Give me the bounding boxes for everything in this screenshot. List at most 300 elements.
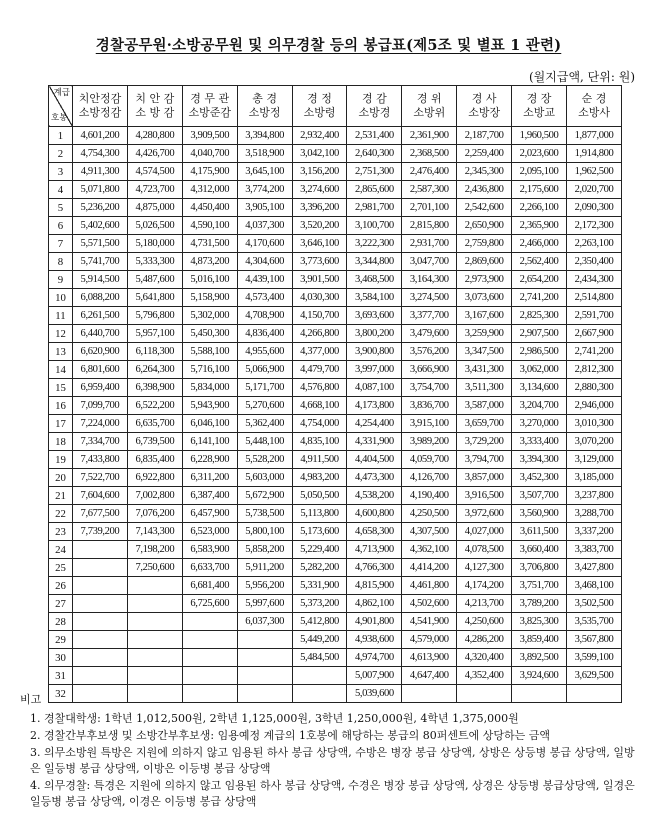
step-cell: 26 [49, 577, 73, 595]
salary-cell: 5,672,900 [237, 487, 292, 505]
table-row [49, 577, 622, 595]
salary-cell: 3,629,500 [567, 667, 622, 685]
rank-header-cell [237, 86, 292, 127]
salary-cell: 4,174,200 [457, 577, 512, 595]
salary-cell: 3,156,200 [292, 163, 347, 181]
salary-cell [73, 559, 128, 577]
rank-header-line: 소방준감 [188, 106, 231, 119]
salary-cell: 6,387,400 [182, 487, 237, 505]
salary-cell: 5,914,500 [73, 271, 128, 289]
note-item: 1. 경찰대학생: 1학년 1,012,500원, 2학년 1,125,000원, 3학년 1,250,000원, 4학년 1,375,000원 [30, 712, 519, 725]
salary-cell: 4,601,200 [73, 127, 128, 145]
salary-cell: 3,900,800 [347, 343, 402, 361]
salary-cell: 6,633,700 [182, 559, 237, 577]
step-cell: 20 [49, 469, 73, 487]
salary-cell: 5,997,600 [237, 595, 292, 613]
salary-cell: 3,518,900 [237, 145, 292, 163]
salary-cell [127, 595, 182, 613]
salary-cell: 6,681,400 [182, 577, 237, 595]
salary-cell: 3,857,000 [457, 469, 512, 487]
salary-cell: 2,591,700 [567, 307, 622, 325]
step-cell: 2 [49, 145, 73, 163]
step-cell: 12 [49, 325, 73, 343]
step-cell: 21 [49, 487, 73, 505]
salary-cell: 5,229,400 [292, 541, 347, 559]
step-cell: 32 [49, 685, 73, 703]
document-title: 경찰공무원·소방공무원 및 의무경찰 등의 봉급표(제5조 및 별표 1 관련) [95, 37, 562, 54]
salary-cell: 3,167,600 [457, 307, 512, 325]
salary-cell: 4,150,700 [292, 307, 347, 325]
salary-cell: 3,751,700 [512, 577, 567, 595]
salary-cell: 4,983,200 [292, 469, 347, 487]
salary-cell: 3,479,600 [402, 325, 457, 343]
salary-cell: 3,047,700 [402, 253, 457, 271]
salary-cell: 5,026,500 [127, 217, 182, 235]
salary-cell: 2,259,400 [457, 145, 512, 163]
salary-cell: 3,800,200 [347, 325, 402, 343]
salary-cell: 6,046,100 [182, 415, 237, 433]
salary-cell: 5,007,900 [347, 667, 402, 685]
rank-header-line: 경 정 [307, 92, 332, 105]
salary-cell: 3,274,600 [292, 181, 347, 199]
salary-cell: 4,170,600 [237, 235, 292, 253]
salary-cell: 2,175,600 [512, 181, 567, 199]
salary-cell: 4,286,200 [457, 631, 512, 649]
rank-header-line: 소방위 [413, 106, 446, 119]
salary-table [48, 85, 622, 703]
salary-cell: 5,716,100 [182, 361, 237, 379]
salary-cell: 6,835,400 [127, 451, 182, 469]
salary-cell: 5,741,700 [73, 253, 128, 271]
salary-cell: 2,345,300 [457, 163, 512, 181]
salary-cell: 2,931,700 [402, 235, 457, 253]
salary-cell: 6,959,400 [73, 379, 128, 397]
salary-cell: 5,331,900 [292, 577, 347, 595]
salary-cell: 5,362,400 [237, 415, 292, 433]
salary-cell: 5,039,600 [347, 685, 402, 703]
salary-cell: 6,311,200 [182, 469, 237, 487]
salary-cell: 2,986,500 [512, 343, 567, 361]
table-row [49, 541, 622, 559]
rank-header-line: 경 감 [362, 92, 387, 105]
salary-cell: 2,650,900 [457, 217, 512, 235]
salary-cell: 5,448,100 [237, 433, 292, 451]
salary-cell: 2,815,800 [402, 217, 457, 235]
salary-cell: 6,088,200 [73, 289, 128, 307]
salary-cell: 4,030,300 [292, 289, 347, 307]
salary-cell: 3,773,600 [292, 253, 347, 271]
salary-cell: 4,312,000 [182, 181, 237, 199]
salary-cell: 3,535,700 [567, 613, 622, 631]
salary-cell: 3,288,700 [567, 505, 622, 523]
salary-cell: 2,562,400 [512, 253, 567, 271]
table-row [49, 127, 622, 145]
unit-label: (월지급액, 단위: 원) [529, 70, 635, 84]
table-row [49, 613, 622, 631]
salary-cell: 1,962,500 [567, 163, 622, 181]
salary-cell: 2,825,300 [512, 307, 567, 325]
salary-cell: 5,957,100 [127, 325, 182, 343]
salary-cell: 5,373,200 [292, 595, 347, 613]
salary-cell: 3,693,600 [347, 307, 402, 325]
table-row [49, 217, 622, 235]
step-cell: 13 [49, 343, 73, 361]
salary-cell: 2,365,900 [512, 217, 567, 235]
table-row [49, 451, 622, 469]
salary-cell: 7,076,200 [127, 505, 182, 523]
salary-cell: 2,466,000 [512, 235, 567, 253]
salary-cell: 4,541,900 [402, 613, 457, 631]
salary-cell: 3,431,300 [457, 361, 512, 379]
salary-cell: 2,654,200 [512, 271, 567, 289]
salary-cell: 1,914,800 [567, 145, 622, 163]
rank-header-line: 치안정감 [78, 92, 122, 105]
salary-cell: 3,511,300 [457, 379, 512, 397]
salary-cell: 1,877,000 [567, 127, 622, 145]
salary-cell: 3,073,600 [457, 289, 512, 307]
salary-cell: 5,270,600 [237, 397, 292, 415]
salary-cell: 6,523,000 [182, 523, 237, 541]
salary-cell: 7,099,700 [73, 397, 128, 415]
salary-cell: 4,647,400 [402, 667, 457, 685]
salary-cell: 4,450,400 [182, 199, 237, 217]
salary-cell: 5,943,900 [182, 397, 237, 415]
salary-cell: 3,502,500 [567, 595, 622, 613]
salary-cell: 3,924,600 [512, 667, 567, 685]
salary-cell [73, 667, 128, 685]
salary-cell: 5,449,200 [292, 631, 347, 649]
salary-cell: 5,450,300 [182, 325, 237, 343]
salary-cell: 4,304,600 [237, 253, 292, 271]
salary-cell: 6,398,900 [127, 379, 182, 397]
salary-cell: 3,259,900 [457, 325, 512, 343]
salary-cell: 2,946,000 [567, 397, 622, 415]
salary-cell: 2,865,600 [347, 181, 402, 199]
salary-cell: 5,050,500 [292, 487, 347, 505]
salary-cell: 7,250,600 [127, 559, 182, 577]
salary-cell: 3,989,200 [402, 433, 457, 451]
table-row [49, 289, 622, 307]
salary-cell: 5,641,800 [127, 289, 182, 307]
salary-cell: 3,645,100 [237, 163, 292, 181]
table-header-row [49, 86, 622, 127]
salary-cell: 4,974,700 [347, 649, 402, 667]
table-row [49, 595, 622, 613]
salary-cell: 6,583,900 [182, 541, 237, 559]
table-row [49, 433, 622, 451]
salary-cell: 7,334,700 [73, 433, 128, 451]
salary-cell: 3,599,100 [567, 649, 622, 667]
table-row [49, 559, 622, 577]
salary-cell: 2,514,800 [567, 289, 622, 307]
salary-cell: 4,590,100 [182, 217, 237, 235]
salary-cell: 5,412,800 [292, 613, 347, 631]
salary-cell: 4,754,000 [292, 415, 347, 433]
salary-cell: 4,723,700 [127, 181, 182, 199]
table-row [49, 415, 622, 433]
salary-cell: 4,658,300 [347, 523, 402, 541]
salary-cell: 3,100,700 [347, 217, 402, 235]
salary-cell: 7,433,800 [73, 451, 128, 469]
salary-cell: 2,368,500 [402, 145, 457, 163]
table-row [49, 379, 622, 397]
step-cell: 29 [49, 631, 73, 649]
salary-cell: 3,062,000 [512, 361, 567, 379]
table-row [49, 667, 622, 685]
salary-cell: 3,468,100 [567, 577, 622, 595]
salary-cell: 5,603,000 [237, 469, 292, 487]
salary-cell: 4,875,000 [127, 199, 182, 217]
salary-cell: 4,127,300 [457, 559, 512, 577]
salary-cell [237, 649, 292, 667]
salary-cell: 2,434,300 [567, 271, 622, 289]
salary-cell: 4,873,200 [182, 253, 237, 271]
salary-cell: 2,880,300 [567, 379, 622, 397]
step-cell: 5 [49, 199, 73, 217]
salary-cell: 4,414,200 [402, 559, 457, 577]
rank-header-line: 순 경 [581, 92, 607, 105]
salary-cell: 3,237,800 [567, 487, 622, 505]
salary-cell: 4,862,100 [347, 595, 402, 613]
salary-cell: 7,224,000 [73, 415, 128, 433]
table-row [49, 163, 622, 181]
rank-header-line: 소 방 감 [135, 106, 175, 119]
step-cell: 28 [49, 613, 73, 631]
salary-cell: 3,659,700 [457, 415, 512, 433]
salary-cell: 2,587,300 [402, 181, 457, 199]
step-cell: 23 [49, 523, 73, 541]
salary-cell: 2,741,200 [512, 289, 567, 307]
table-row [49, 469, 622, 487]
salary-cell: 5,302,000 [182, 307, 237, 325]
notes-label: 비고 [20, 693, 42, 706]
salary-cell: 5,487,600 [127, 271, 182, 289]
salary-cell: 4,901,800 [347, 613, 402, 631]
salary-cell: 3,394,800 [237, 127, 292, 145]
salary-cell: 2,640,300 [347, 145, 402, 163]
rank-header-line: 경 위 [416, 92, 442, 105]
salary-cell: 6,635,700 [127, 415, 182, 433]
salary-cell: 2,476,400 [402, 163, 457, 181]
salary-cell: 4,362,100 [402, 541, 457, 559]
salary-cell: 3,892,500 [512, 649, 567, 667]
salary-cell: 3,222,300 [347, 235, 402, 253]
salary-cell: 3,452,300 [512, 469, 567, 487]
table-row [49, 325, 622, 343]
step-cell: 8 [49, 253, 73, 271]
salary-cell: 2,095,100 [512, 163, 567, 181]
salary-cell: 3,427,800 [567, 559, 622, 577]
salary-cell: 5,282,200 [292, 559, 347, 577]
table-row [49, 523, 622, 541]
table-row [49, 145, 622, 163]
salary-cell [73, 541, 128, 559]
salary-cell: 4,461,800 [402, 577, 457, 595]
table-row [49, 505, 622, 523]
step-cell: 4 [49, 181, 73, 199]
salary-cell: 4,502,600 [402, 595, 457, 613]
rank-header-cell [127, 86, 182, 127]
salary-cell: 3,794,700 [457, 451, 512, 469]
step-cell: 3 [49, 163, 73, 181]
step-cell: 31 [49, 667, 73, 685]
salary-cell: 4,266,800 [292, 325, 347, 343]
salary-cell: 4,579,000 [402, 631, 457, 649]
step-cell: 22 [49, 505, 73, 523]
salary-cell: 5,834,000 [182, 379, 237, 397]
corner-step-label: 호봉 [51, 113, 68, 123]
salary-cell: 5,066,900 [237, 361, 292, 379]
table-row [49, 199, 622, 217]
salary-cell: 3,377,700 [402, 307, 457, 325]
salary-cell: 3,916,500 [457, 487, 512, 505]
salary-cell: 4,479,700 [292, 361, 347, 379]
salary-cell: 3,584,100 [347, 289, 402, 307]
table-row [49, 181, 622, 199]
salary-cell: 7,143,300 [127, 523, 182, 541]
salary-cell: 4,126,700 [402, 469, 457, 487]
table-row [49, 343, 622, 361]
salary-cell: 4,213,700 [457, 595, 512, 613]
salary-cell: 4,059,700 [402, 451, 457, 469]
salary-cell: 2,172,300 [567, 217, 622, 235]
table-row [49, 271, 622, 289]
salary-cell: 4,320,400 [457, 649, 512, 667]
salary-cell: 3,070,200 [567, 433, 622, 451]
step-cell: 19 [49, 451, 73, 469]
salary-cell: 6,228,900 [182, 451, 237, 469]
rank-header-line: 치 안 감 [135, 92, 175, 105]
salary-cell: 7,002,800 [127, 487, 182, 505]
salary-cell: 3,611,500 [512, 523, 567, 541]
salary-cell: 4,078,500 [457, 541, 512, 559]
salary-cell: 3,134,600 [512, 379, 567, 397]
salary-cell: 5,180,000 [127, 235, 182, 253]
salary-cell: 2,869,600 [457, 253, 512, 271]
rank-header-cell [292, 86, 347, 127]
salary-cell: 3,905,100 [237, 199, 292, 217]
salary-cell: 4,173,800 [347, 397, 402, 415]
table-row [49, 631, 622, 649]
salary-cell: 3,754,700 [402, 379, 457, 397]
salary-cell: 3,507,700 [512, 487, 567, 505]
salary-cell [182, 667, 237, 685]
salary-cell: 3,666,900 [402, 361, 457, 379]
salary-cell: 4,087,100 [347, 379, 402, 397]
rank-header-cell [457, 86, 512, 127]
salary-cell: 4,573,400 [237, 289, 292, 307]
step-cell: 25 [49, 559, 73, 577]
salary-cell: 3,576,200 [402, 343, 457, 361]
salary-cell: 4,766,300 [347, 559, 402, 577]
salary-cell: 2,187,700 [457, 127, 512, 145]
rank-header-cell [73, 86, 128, 127]
salary-cell: 6,922,800 [127, 469, 182, 487]
salary-cell: 3,520,200 [292, 217, 347, 235]
salary-cell: 4,538,200 [347, 487, 402, 505]
salary-cell: 2,741,200 [567, 343, 622, 361]
salary-cell [73, 613, 128, 631]
step-cell: 30 [49, 649, 73, 667]
salary-cell: 3,468,500 [347, 271, 402, 289]
salary-cell: 5,071,800 [73, 181, 128, 199]
table-row [49, 649, 622, 667]
note-item: 4. 의무경찰: 특경은 지원에 의하지 않고 임용된 하사 봉급 상당액, 수경은 병장 봉급 상당액, 상경은 상등병 봉급상당액, 일경은 일등병 봉급 상당액, 이경은 이등병 봉급 상당액 [30, 779, 635, 808]
salary-cell: 5,738,500 [237, 505, 292, 523]
salary-cell: 6,440,700 [73, 325, 128, 343]
salary-cell: 7,522,700 [73, 469, 128, 487]
salary-cell: 4,352,400 [457, 667, 512, 685]
salary-cell: 5,158,900 [182, 289, 237, 307]
salary-cell: 2,751,300 [347, 163, 402, 181]
salary-cell: 3,901,500 [292, 271, 347, 289]
salary-cell: 3,972,600 [457, 505, 512, 523]
salary-cell: 3,347,500 [457, 343, 512, 361]
salary-cell: 6,261,500 [73, 307, 128, 325]
salary-cell: 4,835,100 [292, 433, 347, 451]
salary-cell: 7,739,200 [73, 523, 128, 541]
rank-header-cell [402, 86, 457, 127]
salary-cell: 4,955,600 [237, 343, 292, 361]
salary-cell: 6,118,300 [127, 343, 182, 361]
salary-cell: 3,706,800 [512, 559, 567, 577]
corner-header-cell [49, 86, 73, 127]
step-cell: 18 [49, 433, 73, 451]
salary-cell: 2,266,100 [512, 199, 567, 217]
salary-cell [73, 631, 128, 649]
salary-cell: 4,404,500 [347, 451, 402, 469]
salary-cell: 3,344,800 [347, 253, 402, 271]
salary-cell [73, 595, 128, 613]
salary-cell: 3,333,400 [512, 433, 567, 451]
salary-cell: 4,037,300 [237, 217, 292, 235]
rank-header-cell [347, 86, 402, 127]
step-cell: 10 [49, 289, 73, 307]
salary-cell: 5,528,200 [237, 451, 292, 469]
salary-cell [127, 613, 182, 631]
table-row [49, 235, 622, 253]
salary-cell: 3,383,700 [567, 541, 622, 559]
rank-header-cell [567, 86, 622, 127]
salary-cell: 4,280,800 [127, 127, 182, 145]
salary-cell: 5,402,600 [73, 217, 128, 235]
salary-cell: 3,274,500 [402, 289, 457, 307]
salary-cell: 6,801,600 [73, 361, 128, 379]
salary-cell: 4,754,300 [73, 145, 128, 163]
table-row [49, 397, 622, 415]
salary-cell: 5,333,300 [127, 253, 182, 271]
salary-cell: 2,350,400 [567, 253, 622, 271]
salary-cell: 6,522,200 [127, 397, 182, 415]
salary-cell: 6,620,900 [73, 343, 128, 361]
rank-header-cell [512, 86, 567, 127]
salary-cell: 2,907,500 [512, 325, 567, 343]
notes-section [20, 692, 640, 811]
salary-cell: 5,911,200 [237, 559, 292, 577]
rank-header-line: 경 사 [471, 92, 497, 105]
rank-header-line: 경 장 [526, 92, 552, 105]
salary-cell: 6,264,300 [127, 361, 182, 379]
salary-cell: 3,660,400 [512, 541, 567, 559]
salary-cell: 4,731,500 [182, 235, 237, 253]
step-cell: 1 [49, 127, 73, 145]
table-row [49, 253, 622, 271]
salary-cell: 4,815,900 [347, 577, 402, 595]
step-cell: 24 [49, 541, 73, 559]
salary-cell [127, 631, 182, 649]
salary-cell: 2,090,300 [567, 199, 622, 217]
salary-cell: 3,587,000 [457, 397, 512, 415]
